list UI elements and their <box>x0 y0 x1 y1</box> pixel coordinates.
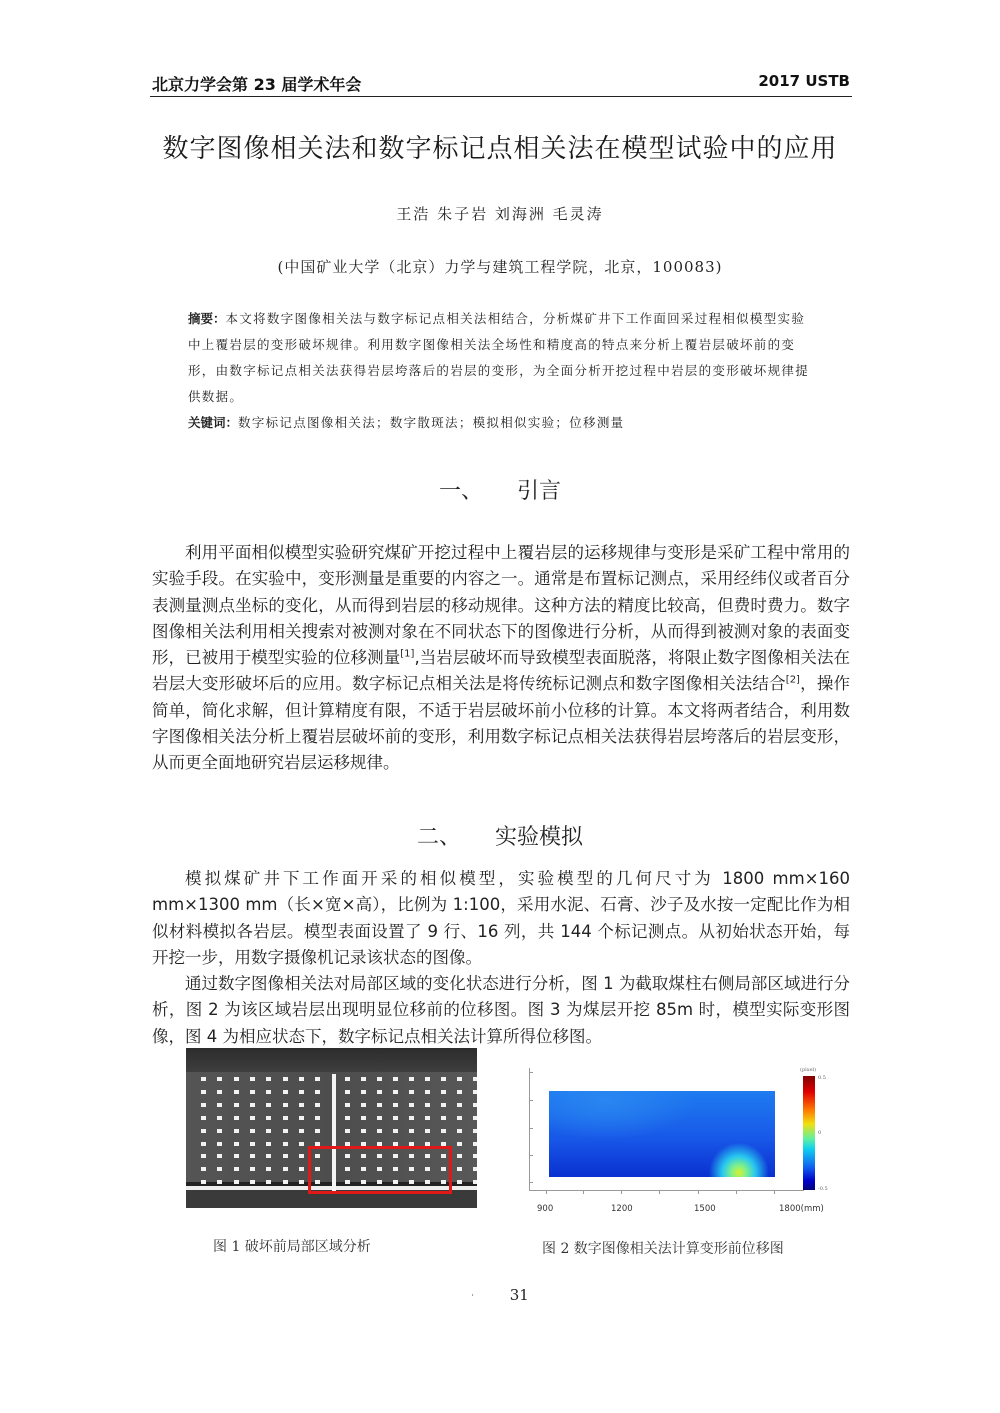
marker-point <box>425 1103 430 1107</box>
figure-1-photo <box>186 1048 477 1208</box>
marker-point <box>266 1103 271 1107</box>
marker-point <box>315 1129 320 1133</box>
paper-affiliation: (中国矿业大学（北京）力学与建筑工程学院，北京，100083) <box>277 258 723 276</box>
marker-point <box>266 1167 271 1171</box>
marker-point <box>217 1103 222 1107</box>
marker-point <box>250 1142 255 1146</box>
marker-point <box>250 1180 255 1184</box>
marker-point <box>345 1142 350 1146</box>
marker-point <box>441 1116 446 1120</box>
marker-point <box>393 1090 398 1094</box>
marker-point <box>266 1090 271 1094</box>
marker-point <box>234 1090 239 1094</box>
marker-point <box>425 1116 430 1120</box>
marker-point <box>217 1154 222 1158</box>
marker-point <box>441 1103 446 1107</box>
marker-point <box>361 1077 366 1081</box>
x-axis <box>529 1190 804 1191</box>
marker-point <box>473 1116 477 1120</box>
marker-point <box>377 1103 382 1107</box>
marker-point <box>234 1167 239 1171</box>
page-number: 31 <box>509 1286 529 1304</box>
colorbar-mid-label: 0 <box>818 1130 822 1136</box>
page-footer <box>0 1286 1000 1304</box>
marker-point <box>283 1180 288 1184</box>
marker-point <box>377 1090 382 1094</box>
marker-point <box>393 1116 398 1120</box>
marker-point <box>425 1142 430 1146</box>
marker-point <box>201 1167 206 1171</box>
running-header-conference: 北京力学会第 23 届学术年会 <box>152 75 362 94</box>
marker-point <box>250 1154 255 1158</box>
colorbar-unit: (pixel) <box>800 1067 817 1073</box>
section-number: 一、 <box>438 479 483 504</box>
marker-point <box>283 1116 288 1120</box>
marker-point <box>250 1116 255 1120</box>
colorbar-min-label: -0.5 <box>818 1186 828 1192</box>
marker-point <box>393 1142 398 1146</box>
marker-point <box>345 1090 350 1094</box>
keywords-label: 关键词： <box>188 415 239 430</box>
marker-point <box>201 1180 206 1184</box>
running-header-year: 2017 USTB <box>758 72 850 90</box>
marker-point <box>250 1129 255 1133</box>
marker-point <box>201 1116 206 1120</box>
marker-point <box>283 1090 288 1094</box>
colorbar <box>803 1076 815 1190</box>
keywords <box>188 410 813 436</box>
marker-point <box>234 1129 239 1133</box>
marker-point <box>393 1103 398 1107</box>
marker-point <box>266 1116 271 1120</box>
marker-point <box>473 1154 477 1158</box>
marker-point <box>457 1116 462 1120</box>
section-heading-experiment <box>0 820 1000 851</box>
marker-point <box>425 1129 430 1133</box>
marker-point <box>409 1103 414 1107</box>
marker-point <box>266 1077 271 1081</box>
marker-point <box>377 1116 382 1120</box>
marker-point <box>234 1116 239 1120</box>
marker-point <box>266 1154 271 1158</box>
marker-point <box>201 1129 206 1133</box>
marker-point <box>473 1129 477 1133</box>
citation-1[interactable]: [1] <box>400 648 415 660</box>
marker-point <box>299 1142 304 1146</box>
section-intro-body <box>152 540 850 777</box>
marker-point <box>361 1129 366 1133</box>
marker-point <box>361 1116 366 1120</box>
marker-point <box>473 1167 477 1171</box>
marker-point <box>409 1077 414 1081</box>
marker-point <box>345 1129 350 1133</box>
marker-point <box>315 1090 320 1094</box>
marker-point <box>234 1180 239 1184</box>
marker-point <box>345 1077 350 1081</box>
paragraph: 模拟煤矿井下工作面开采的相似模型，实验模型的几何尺寸为 1800 mm×160 mm×1300 mm（长×宽×高），比例为 1:100，采用水泥、石膏、沙子及水按一定配比作为相似材料模拟各岩层。模型表面设置了 9 行、16 列，共 144 个标记测点。从初始状态开始，每开挖一步，用数字摄像机记录该状态的图像。 <box>152 869 850 967</box>
marker-point <box>250 1090 255 1094</box>
marker-point <box>409 1090 414 1094</box>
marker-point <box>473 1103 477 1107</box>
marker-point <box>217 1090 222 1094</box>
abstract-text: 本文将数字图像相关法与数字标记点相关法相结合，分析煤矿井下工作面回采过程相似模型实验中上覆岩层的变形破坏规律。利用数字图像相关法全场性和精度高的特点来分析上覆岩层破坏前的变形，由数字标记点相关法获得岩层垮落后的岩层的变形，为全面分析开挖过程中岩层的变形破坏规律提供数据。 <box>188 311 810 404</box>
paragraph: 通过数字图像相关法对局部区域的变化状态进行分析，图 1 为截取煤柱右侧局部区域进行分析，图 2 为该区域岩层出现明显位移前的位移图。图 3 为煤层开挖 85m 时，模型实际变形图像，图 4 为相应状态下，数字标记点相关法计算所得位移图。 <box>152 974 850 1046</box>
marker-point <box>299 1129 304 1133</box>
paragraph: 利用平面相似模型实验研究煤矿开挖过程中上覆岩层的运移规律与变形是采矿工程中常用的实验手段。在实验中，变形测量是重要的内容之一。通常是布置标记测点，采用经纬仪或者百分表测量测点坐标的变化，从而得到岩层的移动规律。这种方法的精度比较高，但费时费力。数字图像相关法利用相关搜索对被测对象在不同状态下的图像进行分析，从而得到被测对象的表面变形，已被用于模型实验的位移测量[1],当岩层破坏而导致模型表面脱落，将限止数字图像相关法在岩层大变形破坏后的应用。数字标记点相关法是将传统标记测点和数字图像相关法结合[2]，操作简单，简化求解，但计算精度有限，不适于岩层破坏前小位移的计算。本文将两者结合，利用数字图像相关法分析上覆岩层破坏前的变形，利用数字标记点相关法获得岩层垮落后的岩层变形，从而更全面地研究岩层运移规律。 <box>152 543 851 773</box>
marker-point <box>361 1103 366 1107</box>
marker-point <box>201 1103 206 1107</box>
marker-point <box>315 1103 320 1107</box>
paper-title: 数字图像相关法和数字标记点相关法在模型试验中的应用 <box>162 134 838 164</box>
marker-point <box>425 1077 430 1081</box>
x-tick-label: 1200 <box>611 1204 633 1214</box>
footer-mark: ‘ <box>471 1293 474 1302</box>
marker-point <box>425 1090 430 1094</box>
marker-point <box>473 1090 477 1094</box>
marker-point <box>473 1077 477 1081</box>
marker-point <box>201 1142 206 1146</box>
section-number: 二、 <box>416 825 461 850</box>
marker-point <box>201 1090 206 1094</box>
marker-point <box>266 1142 271 1146</box>
abstract-label: 摘要： <box>188 311 226 326</box>
marker-point <box>217 1180 222 1184</box>
marker-point <box>234 1142 239 1146</box>
marker-point <box>283 1129 288 1133</box>
marker-point <box>361 1090 366 1094</box>
marker-point <box>234 1103 239 1107</box>
marker-point <box>457 1103 462 1107</box>
marker-point <box>457 1142 462 1146</box>
analysis-region-highlight <box>308 1146 452 1194</box>
marker-point <box>217 1116 222 1120</box>
marker-point <box>234 1077 239 1081</box>
citation-2[interactable]: [2] <box>785 674 800 686</box>
marker-point <box>315 1116 320 1120</box>
marker-point <box>283 1103 288 1107</box>
marker-point <box>345 1116 350 1120</box>
marker-point <box>217 1077 222 1081</box>
figure-1-caption: 图 1 破坏前局部区域分析 <box>213 1239 371 1255</box>
marker-point <box>250 1077 255 1081</box>
marker-point <box>299 1167 304 1171</box>
abstract <box>188 306 813 410</box>
marker-point <box>266 1180 271 1184</box>
marker-point <box>283 1142 288 1146</box>
marker-point <box>299 1180 304 1184</box>
marker-point <box>266 1129 271 1133</box>
marker-point <box>409 1142 414 1146</box>
marker-point <box>409 1129 414 1133</box>
marker-point <box>441 1142 446 1146</box>
figure-2-displacement-chart <box>505 1062 840 1222</box>
section-heading-intro <box>0 474 1000 505</box>
marker-point <box>283 1154 288 1158</box>
marker-point <box>315 1142 320 1146</box>
marker-point <box>393 1129 398 1133</box>
marker-point <box>299 1090 304 1094</box>
marker-point <box>457 1090 462 1094</box>
marker-point <box>473 1180 477 1184</box>
marker-point <box>283 1077 288 1081</box>
marker-point <box>441 1077 446 1081</box>
marker-point <box>217 1129 222 1133</box>
colorbar-max-label: 0.5 <box>818 1075 826 1081</box>
marker-point <box>457 1077 462 1081</box>
marker-point <box>377 1142 382 1146</box>
marker-point <box>473 1142 477 1146</box>
marker-point <box>457 1167 462 1171</box>
marker-point <box>299 1116 304 1120</box>
marker-point <box>361 1142 366 1146</box>
marker-point <box>299 1077 304 1081</box>
marker-point <box>393 1077 398 1081</box>
marker-point <box>409 1116 414 1120</box>
marker-point <box>217 1167 222 1171</box>
section-title: 实验模拟 <box>495 825 584 850</box>
marker-point <box>457 1154 462 1158</box>
marker-point <box>299 1154 304 1158</box>
marker-point <box>201 1077 206 1081</box>
x-tick-label: 1800(mm) <box>779 1204 824 1214</box>
x-tick-label: 900 <box>537 1204 554 1214</box>
keywords-text: 数字标记点图像相关法；数字散斑法；模拟相似实验；位移测量 <box>238 415 625 430</box>
x-tick-label: 1500 <box>694 1204 716 1214</box>
marker-point <box>201 1154 206 1158</box>
displacement-heatmap <box>549 1091 775 1177</box>
paper-authors: 王浩 朱子岩 刘海洲 毛灵涛 <box>396 205 604 223</box>
marker-point <box>377 1129 382 1133</box>
marker-point <box>234 1154 239 1158</box>
marker-point <box>441 1129 446 1133</box>
y-axis <box>529 1068 530 1190</box>
marker-point <box>315 1077 320 1081</box>
section-title: 引言 <box>517 479 562 504</box>
marker-point <box>250 1103 255 1107</box>
marker-point <box>457 1180 462 1184</box>
header-rule <box>150 96 852 97</box>
section-experiment-body <box>152 866 850 1050</box>
marker-point <box>217 1142 222 1146</box>
marker-point <box>457 1129 462 1133</box>
marker-point <box>345 1103 350 1107</box>
marker-point <box>377 1077 382 1081</box>
figure-2-caption: 图 2 数字图像相关法计算变形前位移图 <box>542 1241 784 1257</box>
marker-point <box>441 1090 446 1094</box>
marker-point <box>299 1103 304 1107</box>
marker-point <box>250 1167 255 1171</box>
marker-point <box>283 1167 288 1171</box>
